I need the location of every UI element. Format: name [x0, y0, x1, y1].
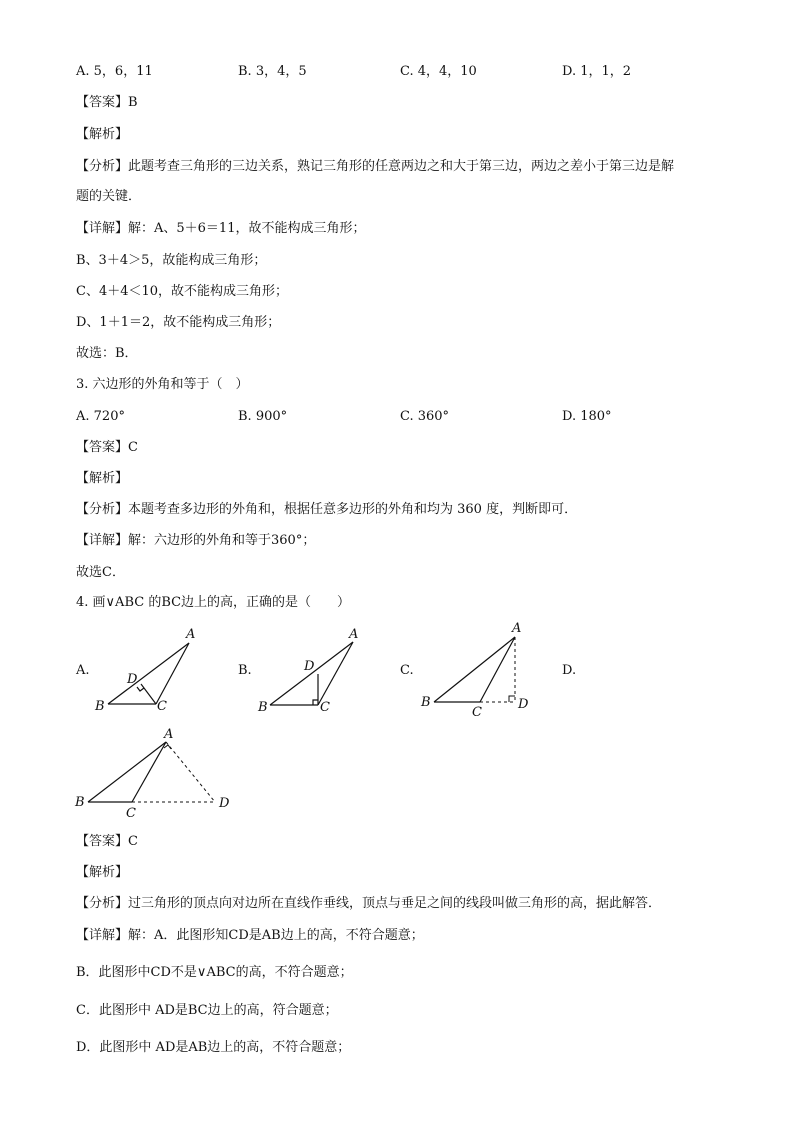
q2-option-d: D. 1，1，2 — [562, 64, 632, 79]
q2-jiexi: 【解析】 — [76, 127, 129, 142]
q3-option-c: C. 360° — [400, 409, 450, 424]
q3-detail: 【详解】解：六边形的外角和等于360°； — [76, 533, 316, 548]
q3-fenxi: 【分析】本题考查多边形的外角和，根据任意多边形的外角和均为 360 度，判断即可． — [76, 502, 578, 517]
q2-line-b: B、3＋4＞5，故能构成三角形； — [76, 253, 267, 268]
fig-b-vertex-d: D — [304, 659, 315, 674]
q4-jiexi: 【解析】 — [76, 865, 129, 880]
q4-answer: 【答案】C — [76, 834, 138, 849]
q4-fenxi: 【分析】过三角形的顶点向对边所在直线作垂线，顶点与垂足之间的线段叫做三角形的高，据此解答． — [76, 896, 662, 911]
fig-c-vertex-a: A — [512, 621, 522, 636]
fig-d-vertex-d: D — [219, 796, 230, 811]
fig-b-vertex-c: C — [320, 700, 330, 715]
fig-b-vertex-a: A — [349, 627, 359, 642]
fig-a-vertex-c: C — [157, 699, 167, 714]
q2-option-a: A. 5，6，11 — [76, 64, 153, 79]
q2-answer: 【答案】B — [76, 95, 138, 110]
q4-detail: 【详解】解：A．此图形知CD是AB边上的高，不符合题意； — [76, 928, 424, 943]
q4-option-b-label: B. — [238, 663, 252, 678]
q3-answer: 【答案】C — [76, 440, 138, 455]
q3-choose: 故选C． — [76, 565, 125, 580]
q4-stem: 4. 画∨ABC 的BC边上的高，正确的是（ ） — [76, 595, 351, 610]
fig-b-vertex-b: B — [258, 700, 268, 715]
q3-stem: 3. 六边形的外角和等于（ ） — [76, 377, 249, 392]
fig-c-vertex-b: B — [421, 695, 431, 710]
q2-fenxi-line1: 【分析】此题考查三角形的三边关系，熟记三角形的任意两边之和大于第三边，两边之差小于第三边是解 — [76, 159, 675, 174]
q4-line-d: D．此图形中 AD是AB边上的高，不符合题意； — [76, 1040, 351, 1055]
q2-line-c: C、4＋4＜10，故不能构成三角形； — [76, 284, 289, 299]
q4-option-c-label: C. — [400, 663, 414, 678]
fig-a-vertex-b: B — [95, 699, 105, 714]
fig-c-vertex-c: C — [472, 705, 482, 720]
fig-a-vertex-a: A — [186, 627, 196, 642]
fig-c-vertex-d: D — [518, 697, 529, 712]
q2-choose: 故选：B． — [76, 346, 138, 361]
q4-option-a-label: A. — [76, 663, 90, 678]
fig-a-vertex-d: D — [127, 672, 138, 687]
q2-line-d: D、1＋1＝2，故不能构成三角形； — [76, 315, 281, 330]
q2-option-b: B. 3，4，5 — [238, 64, 307, 79]
q4-line-b: B．此图形中CD不是∨ABC的高，不符合题意； — [76, 965, 353, 980]
q2-detail: 【详解】解：A、5＋6＝11，故不能构成三角形； — [76, 221, 366, 236]
q3-option-a: A. 720° — [76, 409, 125, 424]
q3-jiexi: 【解析】 — [76, 471, 129, 486]
q2-option-c: C. 4，4，10 — [400, 64, 477, 79]
q3-option-b: B. 900° — [238, 409, 288, 424]
q4-option-d-label: D. — [562, 663, 577, 678]
q3-option-d: D. 180° — [562, 409, 612, 424]
fig-d-vertex-c: C — [126, 806, 136, 821]
fig-d-vertex-b: B — [75, 795, 85, 810]
fig-d-vertex-a: A — [164, 727, 174, 742]
q2-fenxi-line2: 题的关键． — [76, 189, 142, 204]
q4-line-c: C．此图形中 AD是BC边上的高，符合题意； — [76, 1003, 338, 1018]
